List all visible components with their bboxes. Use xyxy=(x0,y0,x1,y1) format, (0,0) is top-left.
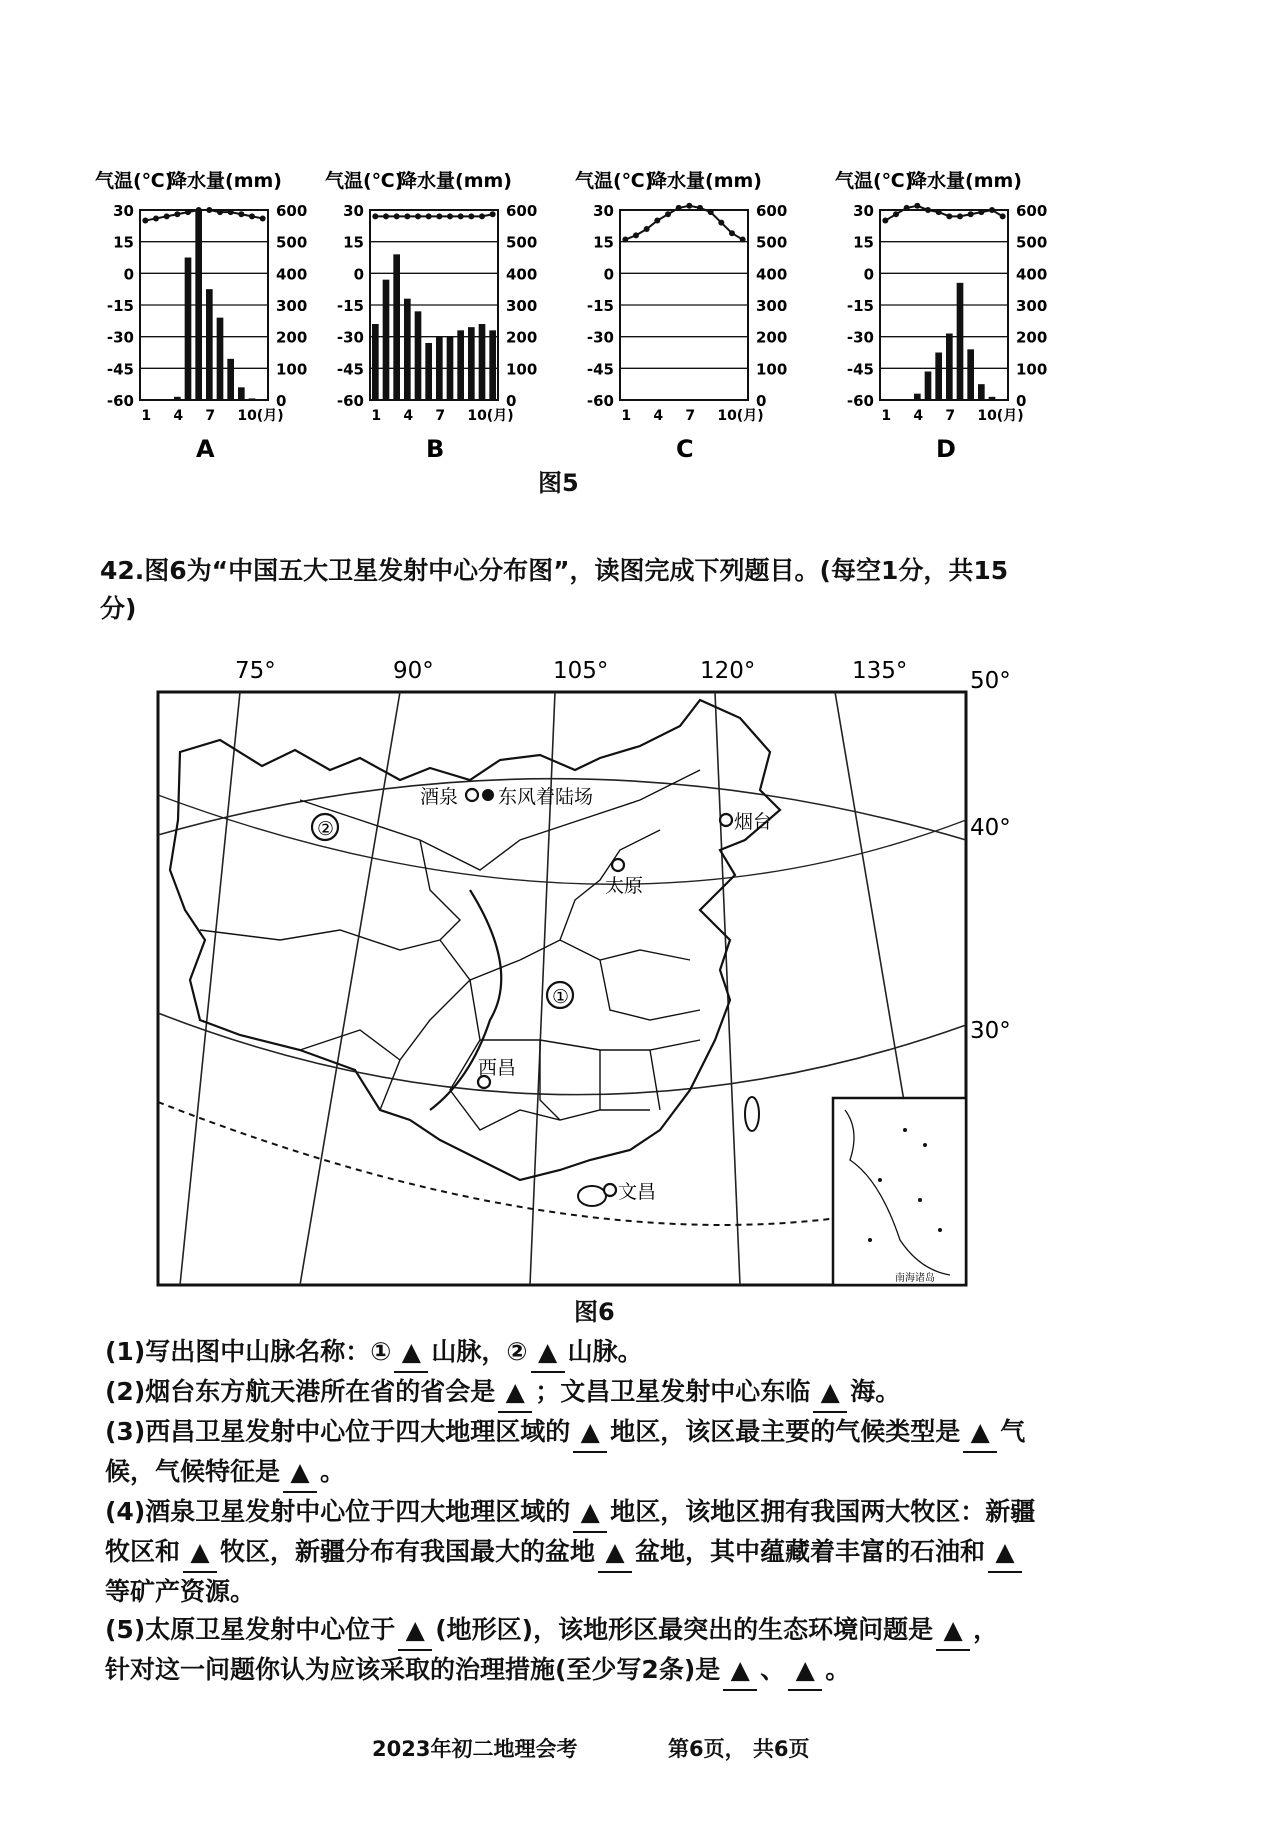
chart-a-bar xyxy=(238,387,245,400)
wenchang-site-icon xyxy=(604,1184,616,1196)
chart-d-temp-point xyxy=(989,207,995,213)
chart-d-temp-point xyxy=(904,205,910,211)
chart-d-temp-tick: -45 xyxy=(846,360,874,379)
chart-d-bar xyxy=(978,384,985,400)
blank-q4-2[interactable]: ▲ xyxy=(183,1533,217,1573)
chart-a-bar xyxy=(249,398,256,400)
chart-d-bar xyxy=(925,372,932,401)
q3: (3)西昌卫星发射中心位于四大地理区域的 ▲ 地区，该区最主要的气候类型是 ▲ 气 xyxy=(105,1413,1215,1453)
intro-line1: 42.图6为“中国五大卫星发射中心分布图”，读图完成下列题目。(每空1分，共15 xyxy=(100,556,1009,585)
chart-b-temp-point xyxy=(426,213,432,219)
chart-d-precip-tick: 200 xyxy=(1016,328,1048,347)
taiwan-island xyxy=(745,1097,759,1131)
chart-a-temp-point xyxy=(174,211,180,217)
chart-b-temp-tick: -45 xyxy=(336,360,364,379)
jiuquan-label: 酒泉 xyxy=(420,786,459,808)
chart-b-temp-point xyxy=(415,213,421,219)
lon-label-120: 120° xyxy=(700,658,756,684)
chart-c-x-tick: 1 xyxy=(621,408,632,424)
chart-a-temp-point xyxy=(206,207,212,213)
inset-title: 南海诸岛 xyxy=(895,1273,935,1284)
chart-c-temp-tick: -15 xyxy=(586,297,614,315)
chart-c-precip-tick: 600 xyxy=(756,202,788,220)
chart-d-temp-point xyxy=(936,209,942,215)
chart-b-x-tick: 10(月) xyxy=(467,408,514,424)
figure5-caption: 图5 xyxy=(538,469,579,497)
chart-b-temp-tick: -15 xyxy=(336,297,364,315)
q2: (2)烟台东方航天港所在省的省会是 ▲ ；文昌卫星发射中心东临 ▲ 海。 xyxy=(105,1373,1215,1413)
blank-q3-3[interactable]: ▲ xyxy=(283,1453,317,1493)
chart-b-x-tick: 4 xyxy=(403,408,414,424)
lat-label-40: 40° xyxy=(970,815,1011,841)
dongfeng-site-icon xyxy=(482,789,494,801)
chart-a-precip-tick: 600 xyxy=(276,202,308,220)
chart-c-temp-point xyxy=(676,205,682,211)
q5-cont: 针对这一问题你认为应该采取的治理措施(至少写2条)是 ▲ 、 ▲ 。 xyxy=(105,1651,1215,1691)
chart-a-bar xyxy=(206,289,213,400)
chart-b-temp-point xyxy=(490,211,496,217)
footer-page-number: 第6页， 共6页 xyxy=(668,1737,810,1761)
jiuquan-site-icon xyxy=(466,789,478,801)
chart-a-bar xyxy=(174,397,181,400)
chart-d-precip-tick: 0 xyxy=(1016,392,1027,410)
chart-c-temp-axis-label: 气温(℃) xyxy=(575,170,654,192)
chart-d-temp-point xyxy=(925,207,931,213)
chart-c-temp-tick: 15 xyxy=(593,233,614,252)
chart-c-temp-tick: -60 xyxy=(586,392,614,410)
chart-a-temp-tick: 0 xyxy=(123,265,134,284)
q4: (4)酒泉卫星发射中心位于四大地理区域的 ▲ 地区，该地区拥有我国两大牧区：新疆 xyxy=(105,1493,1215,1533)
chart-b-temp-point xyxy=(383,213,389,219)
lat-label-30: 30° xyxy=(970,1018,1011,1044)
chart-d-letter: D xyxy=(936,435,956,463)
chart-b-precip-axis-label: 降水量(mm) xyxy=(398,170,512,192)
chart-d-bar xyxy=(989,397,996,400)
chart-a-temp-tick: 30 xyxy=(113,202,134,220)
blank-q2-2[interactable]: ▲ xyxy=(813,1373,847,1413)
chart-a-temp-tick: 15 xyxy=(113,233,134,252)
lat-label-50: 50° xyxy=(970,668,1011,694)
chart-d-temp-point xyxy=(957,213,963,219)
chart-a-temp-tick: -60 xyxy=(106,392,134,410)
yantai-site-icon xyxy=(720,814,732,826)
blank-q1-2[interactable]: ▲ xyxy=(531,1333,565,1373)
chart-d-bar xyxy=(967,349,974,400)
chart-d-temp-point xyxy=(893,211,899,217)
chart-b-temp-point xyxy=(404,213,410,219)
chart-c-x-tick: 7 xyxy=(685,408,696,424)
chart-a-x-tick: 1 xyxy=(141,408,152,424)
chart-b-temp-point xyxy=(394,213,400,219)
blank-q5-1[interactable]: ▲ xyxy=(398,1611,432,1651)
chart-d-precip-tick: 100 xyxy=(1016,360,1048,379)
q3-cont: 候，气候特征是 ▲ 。 xyxy=(105,1453,1215,1493)
chart-d-temp-line xyxy=(885,206,1002,221)
q4-cont2: 等矿产资源。 xyxy=(105,1577,256,1606)
chart-c-precip-tick: 0 xyxy=(756,392,767,410)
yantai-label: 烟台 xyxy=(734,811,773,833)
chart-b-precip-tick: 500 xyxy=(506,233,538,252)
chart-d-temp-axis-label: 气温(℃) xyxy=(835,170,914,192)
chart-b-bar xyxy=(383,280,390,400)
q5: (5)太原卫星发射中心位于 ▲ (地形区)，该地形区最突出的生态环境问题是 ▲ ， xyxy=(105,1611,1215,1651)
chart-d-temp-tick: -60 xyxy=(846,392,874,410)
chart-d-x-tick: 7 xyxy=(945,408,956,424)
lon-label-90: 90° xyxy=(393,658,434,684)
chart-b-bar xyxy=(425,343,432,400)
chart-d-precip-axis-label: 降水量(mm) xyxy=(908,170,1022,192)
chart-a-precip-tick: 0 xyxy=(276,392,287,410)
chart-d-x-tick: 4 xyxy=(913,408,924,424)
blank-q3-2[interactable]: ▲ xyxy=(963,1413,997,1453)
chart-b-bar xyxy=(372,324,379,400)
chart-d-temp-point xyxy=(882,218,888,224)
chart-d-bar xyxy=(946,334,953,401)
chart-c-temp-point xyxy=(654,218,660,224)
chart-b-bar xyxy=(489,330,496,400)
chart-b-temp-axis-label: 气温(℃) xyxy=(325,170,404,192)
blank-q5-4[interactable]: ▲ xyxy=(788,1651,822,1691)
taiyuan-label: 太原 xyxy=(605,875,644,897)
china-outline xyxy=(170,700,780,1180)
blank-q2-1[interactable]: ▲ xyxy=(498,1373,532,1413)
chart-a-precip-axis-label: 降水量(mm) xyxy=(168,170,282,192)
chart-d-precip-tick: 600 xyxy=(1016,202,1048,220)
figure6-caption: 图6 xyxy=(574,1298,615,1326)
chart-d-x-tick: 10(月) xyxy=(977,408,1024,424)
blank-q4-3[interactable]: ▲ xyxy=(598,1533,632,1573)
footer-exam-title: 2023年初二地理会考 xyxy=(372,1737,578,1761)
chart-a-letter: A xyxy=(196,435,215,463)
chart-c-temp-point xyxy=(622,237,628,243)
china-launch-center-map xyxy=(0,640,1280,1340)
chart-a-temp-point xyxy=(185,209,191,215)
chart-c-temp-tick: 30 xyxy=(593,202,614,220)
q4-cont: 牧区和 ▲ 牧区，新疆分布有我国最大的盆地 ▲ 盆地，其中蕴藏着丰富的石油和 ▲ xyxy=(105,1533,1215,1573)
chart-b-precip-tick: 100 xyxy=(506,360,538,379)
blank-q4-4[interactable]: ▲ xyxy=(988,1533,1022,1573)
chart-c-letter: C xyxy=(676,435,694,463)
chart-a-x-tick: 10(月) xyxy=(237,408,284,424)
intro-line2: 分) xyxy=(100,594,137,623)
blank-q4-1[interactable]: ▲ xyxy=(573,1493,607,1533)
chart-d-bar xyxy=(957,283,964,400)
dongfeng-label: 东风着陆场 xyxy=(498,786,594,808)
question-42-intro xyxy=(100,552,1220,628)
chart-d-precip-tick: 400 xyxy=(1016,265,1048,284)
chart-a-temp-point xyxy=(228,209,234,215)
chart-b-temp-point xyxy=(436,213,442,219)
chart-d-x-tick: 1 xyxy=(881,408,892,424)
chart-a-temp-axis-label: 气温(℃) xyxy=(95,170,174,192)
chart-a-temp-tick: -15 xyxy=(106,297,134,315)
chart-a-temp-point xyxy=(153,215,159,221)
chart-c-temp-tick: -45 xyxy=(586,360,614,379)
chart-d-bar xyxy=(935,353,942,401)
climate-charts xyxy=(0,0,1280,500)
chart-b-temp-tick: -60 xyxy=(336,392,364,410)
chart-a-precip-tick: 300 xyxy=(276,297,308,315)
chart-a-temp-point xyxy=(260,215,266,221)
chart-c-temp-point xyxy=(718,220,724,226)
lon-label-135: 135° xyxy=(852,658,908,684)
chart-a-temp-point xyxy=(217,209,223,215)
chart-b-temp-tick: 30 xyxy=(343,202,364,220)
chart-b-temp-point xyxy=(458,213,464,219)
chart-a-temp-point xyxy=(164,213,170,219)
chart-a-precip-tick: 100 xyxy=(276,360,308,379)
chart-d-precip-tick: 300 xyxy=(1016,297,1048,315)
hainan-island xyxy=(578,1186,606,1206)
chart-c-temp-tick: 0 xyxy=(603,265,614,284)
blank-q5-3[interactable]: ▲ xyxy=(723,1651,757,1691)
chart-b-bar xyxy=(415,311,422,400)
chart-b-bar xyxy=(457,330,464,400)
chart-d-temp-tick: -15 xyxy=(846,297,874,315)
chart-c-temp-point xyxy=(729,230,735,236)
chart-c-temp-point xyxy=(644,226,650,232)
lon-label-75: 75° xyxy=(235,658,276,684)
xichang-label: 西昌 xyxy=(478,1057,517,1079)
chart-d-temp-point xyxy=(978,209,984,215)
chart-a-temp-point xyxy=(238,211,244,217)
chart-c-temp-point xyxy=(665,211,671,217)
province-lines xyxy=(200,770,700,1130)
chart-c-x-tick: 10(月) xyxy=(717,408,764,424)
chart-a-precip-tick: 200 xyxy=(276,328,308,347)
blank-q1-1[interactable]: ▲ xyxy=(394,1333,428,1373)
chart-b-precip-tick: 300 xyxy=(506,297,538,315)
chart-c-temp-tick: -30 xyxy=(586,328,614,347)
marker-1-label: ① xyxy=(552,986,570,1008)
chart-c-temp-point xyxy=(633,232,639,238)
chart-b-temp-point xyxy=(468,213,474,219)
chart-c-precip-tick: 200 xyxy=(756,328,788,347)
chart-c-temp-point xyxy=(708,209,714,215)
chart-b-temp-line xyxy=(375,214,492,216)
chart-b-bar xyxy=(393,254,400,400)
chart-b-temp-point xyxy=(447,213,453,219)
chart-a-precip-tick: 400 xyxy=(276,265,308,284)
chart-b-x-tick: 7 xyxy=(435,408,446,424)
chart-b-precip-tick: 600 xyxy=(506,202,538,220)
chart-b-x-tick: 1 xyxy=(371,408,382,424)
lon-label-105: 105° xyxy=(553,658,609,684)
chart-b-precip-tick: 0 xyxy=(506,392,517,410)
chart-b-letter: B xyxy=(426,435,445,463)
chart-b-bar xyxy=(436,337,443,400)
chart-a-temp-point xyxy=(249,213,255,219)
taiyuan-site-icon xyxy=(612,859,624,871)
chart-d-temp-point xyxy=(1000,213,1006,219)
chart-d-temp-point xyxy=(968,211,974,217)
chart-d-temp-tick: -30 xyxy=(846,328,874,347)
chart-c-precip-axis-label: 降水量(mm) xyxy=(648,170,762,192)
chart-a-bar xyxy=(217,318,224,400)
chart-a-temp-line xyxy=(145,210,262,221)
chart-a-precip-tick: 500 xyxy=(276,233,308,252)
chart-b-bar xyxy=(447,337,454,400)
chart-b-temp-tick: 0 xyxy=(353,265,364,284)
chart-a-temp-tick: -30 xyxy=(106,328,134,347)
chart-a-x-tick: 4 xyxy=(173,408,184,424)
chart-a-bar xyxy=(195,210,202,400)
chart-d-temp-tick: 0 xyxy=(863,265,874,284)
chart-b-temp-point xyxy=(372,213,378,219)
marker-2-label: ② xyxy=(317,818,335,840)
chart-c-precip-tick: 500 xyxy=(756,233,788,252)
q1: (1)写出图中山脉名称：① ▲ 山脉，② ▲ 山脉。 xyxy=(105,1333,1215,1373)
chart-c-bar xyxy=(718,399,725,400)
chart-c-bar xyxy=(654,399,661,400)
chart-a-temp-tick: -45 xyxy=(106,360,134,379)
chart-d-precip-tick: 500 xyxy=(1016,233,1048,252)
chart-c-temp-point xyxy=(697,205,703,211)
chart-b-temp-tick: -30 xyxy=(336,328,364,347)
question-items xyxy=(105,1333,1215,1691)
wenchang-label: 文昌 xyxy=(618,1181,657,1203)
chart-c-x-tick: 4 xyxy=(653,408,664,424)
chart-b-temp-point xyxy=(479,213,485,219)
chart-d-temp-tick: 30 xyxy=(853,202,874,220)
chart-a-temp-point xyxy=(196,207,202,213)
chart-c-temp-point xyxy=(740,237,746,243)
chart-c-temp-point xyxy=(686,203,692,209)
chart-c-precip-tick: 100 xyxy=(756,360,788,379)
chart-b-bar xyxy=(468,327,475,400)
chart-a-x-tick: 7 xyxy=(205,408,216,424)
chart-b-precip-tick: 200 xyxy=(506,328,538,347)
chart-b-bar xyxy=(404,299,411,400)
chart-b-temp-tick: 15 xyxy=(343,233,364,252)
chart-d-temp-tick: 15 xyxy=(853,233,874,252)
blank-q3-1[interactable]: ▲ xyxy=(573,1413,607,1453)
blank-q5-2[interactable]: ▲ xyxy=(936,1611,970,1651)
chart-b-bar xyxy=(479,324,486,400)
chart-a-bar xyxy=(227,359,234,400)
chart-d-temp-point xyxy=(914,203,920,209)
chart-c-precip-tick: 300 xyxy=(756,297,788,315)
chart-a-temp-point xyxy=(142,218,148,224)
chart-d-bar xyxy=(914,394,921,400)
chart-b-precip-tick: 400 xyxy=(506,265,538,284)
chart-a-bar xyxy=(185,258,192,401)
chart-c-precip-tick: 400 xyxy=(756,265,788,284)
chart-d-temp-point xyxy=(946,213,952,219)
